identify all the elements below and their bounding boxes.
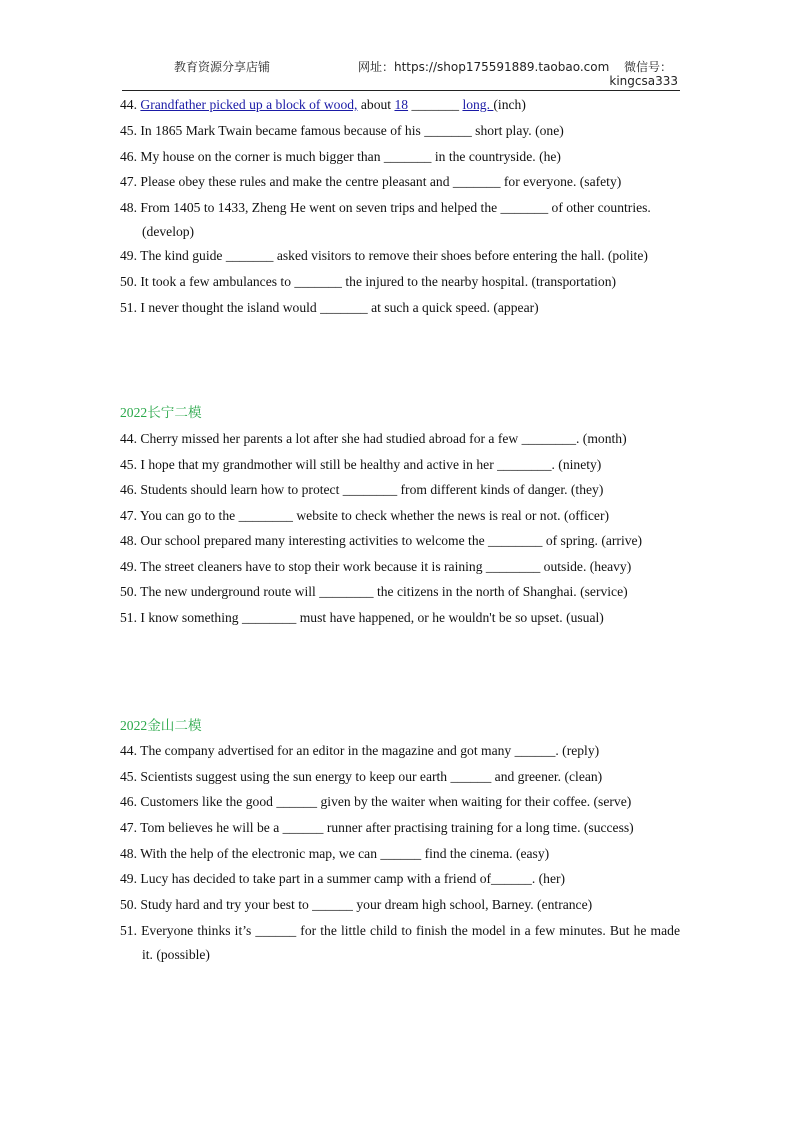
question-47: 47. Tom believes he will be a ______ runner after practising training for a long time. (success): [120, 820, 634, 835]
header-shop-name: 教育资源分享店铺: [174, 60, 271, 74]
header-url: 网址：https://shop175591889.taobao.com: [358, 60, 610, 74]
question-49: 49. The kind guide _______ asked visitors to remove their shoes before entering the hall. (polite): [120, 248, 648, 263]
question-48: 48. With the help of the electronic map, we can ______ find the cinema. (easy): [120, 846, 550, 861]
header-wechat-label: 微信号：: [623, 60, 672, 74]
question-45: 45. Scientists suggest using the sun energy to keep our earth ______ and greener. (clean): [120, 769, 603, 784]
answer-blank: _______: [408, 97, 463, 112]
question-50: 50. The new underground route will ________ the citizens in the north of Shanghai. (service): [120, 584, 628, 599]
question-44: 44. The company advertised for an editor in the magazine and got many ______. (reply): [120, 743, 600, 758]
question-46: 46. Customers like the good ______ given by the waiter when waiting for their coffee. (serve): [120, 794, 632, 809]
question-47: 47. You can go to the ________ website to check whether the news is real or not. (officer): [120, 508, 610, 523]
question-49: 49. Lucy has decided to take part in a summer camp with a friend of______. (her): [120, 871, 566, 886]
question-50: 50. Study hard and try your best to ______ your dream high school, Barney. (entrance): [120, 897, 593, 912]
question-link-number[interactable]: 18: [394, 97, 409, 112]
question-51: 51. I never thought the island would _______ at such a quick speed. (appear): [120, 300, 539, 315]
question-49: 49. The street cleaners have to stop their work because it is raining ________ outside. (heavy): [120, 559, 632, 574]
question-number: 44.: [120, 97, 137, 112]
question-47: 47. Please obey these rules and make the centre pleasant and _______ for everyone. (safety): [120, 174, 622, 189]
question-44: 44. Cherry missed her parents a lot after she had studied abroad for a few ________. (month): [120, 431, 627, 446]
question-text: about: [357, 97, 395, 112]
question-45: 45. In 1865 Mark Twain became famous because of his _______ short play. (one): [120, 123, 564, 138]
question-46: 46. My house on the corner is much bigger than _______ in the countryside. (he): [120, 149, 561, 164]
question-50: 50. It took a few ambulances to _______ the injured to the nearby hospital. (transportation): [120, 274, 617, 289]
header-wechat-id: kingcsa333: [609, 74, 678, 88]
question-46: 46. Students should learn how to protect ________ from different kinds of danger. (they): [120, 482, 604, 497]
question-45: 45. I hope that my grandmother will still be healthy and active in her ________. (ninety): [120, 457, 602, 472]
question-48: 48. From 1405 to 1433, Zheng He went on seven trips and helped the _______ of other countries. (develop): [120, 200, 651, 239]
section-title-jinshan: 2022金山二模: [120, 718, 202, 733]
question-51: 51. I know something ________ must have happened, or he wouldn't be so upset. (usual): [120, 610, 604, 625]
page-header: [122, 54, 680, 91]
question-44: [120, 93, 680, 117]
question-link-unit[interactable]: long.: [462, 97, 494, 112]
section-title-changning: 2022长宁二模: [120, 405, 202, 420]
question-51: 51. Everyone thinks it’s ______ for the little child to finish the model in a few minutes. But he made it. (possible): [120, 923, 680, 962]
question-48: 48. Our school prepared many interesting activities to welcome the ________ of spring. (arrive): [120, 533, 643, 548]
question-link-text[interactable]: Grandfather picked up a block of wood,: [140, 97, 358, 112]
question-hint: (inch): [493, 97, 526, 112]
